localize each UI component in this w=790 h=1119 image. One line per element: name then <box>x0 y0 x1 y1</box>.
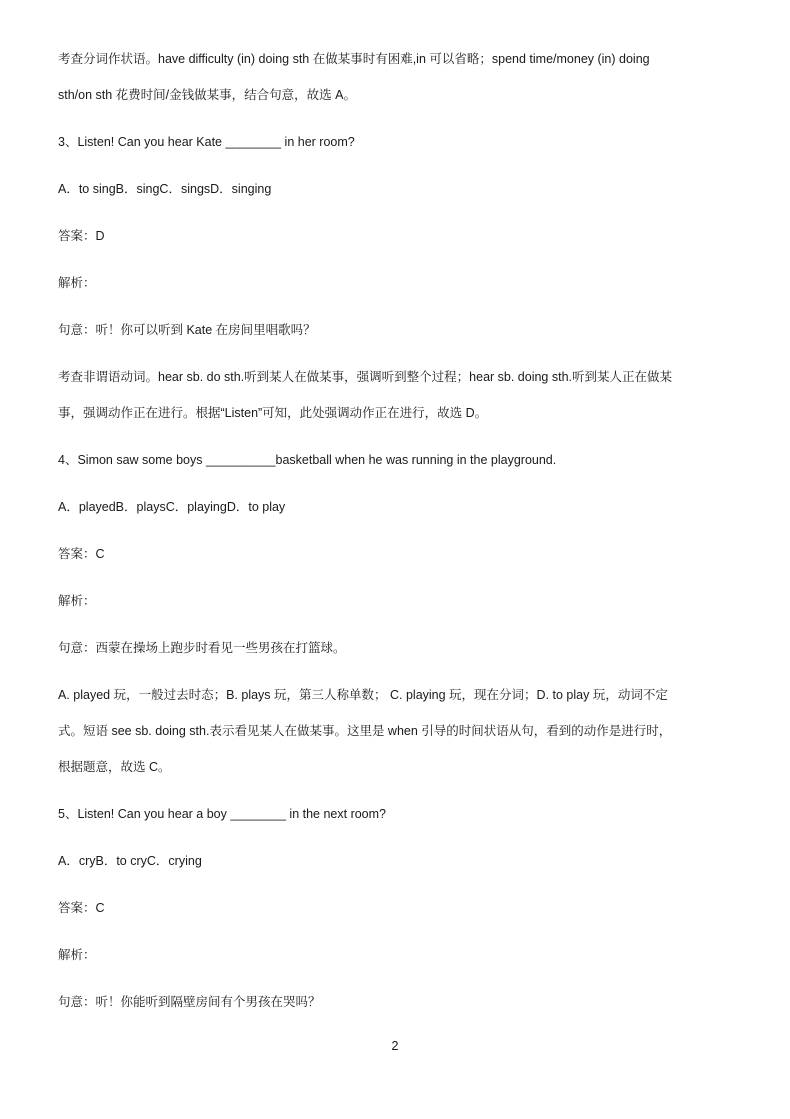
question-4-meaning: 句意：西蒙在操场上跑步时看见一些男孩在打篮球。 <box>58 641 346 655</box>
question-5-answer: 答案：C <box>58 901 105 915</box>
explanation-line: sth/on sth 花费时间/金钱做某事，结合句意，故选 A。 <box>58 88 356 102</box>
question-5-options: A．cryB．to cryC．crying <box>58 854 202 868</box>
question-3-explanation: 考查非谓语动词。hear sb. do sth.听到某人在做某事，强调听到整个过程；hear sb. doing sth.听到某人正在做某 <box>58 370 673 384</box>
question-5-analysis-label: 解析： <box>58 948 96 962</box>
question-4-explanation: 根据题意，故选 C。 <box>58 760 171 774</box>
question-4: 4、Simon saw some boys __________basketball when he was running in the playground. <box>58 453 557 467</box>
question-3: 3、Listen! Can you hear Kate ________ in her room? <box>58 135 355 149</box>
question-3-options: A．to singB．singC．singsD．singing <box>58 182 272 196</box>
question-5: 5、Listen! Can you hear a boy ________ in the next room? <box>58 807 386 821</box>
explanation-line: 考查分词作状语。have difficulty (in) doing sth 在做某事时有困难,in 可以省略；spend time/money (in) doing <box>58 52 650 66</box>
question-4-options: A．playedB．playsC．playingD．to play <box>58 500 286 514</box>
page-number: 2 <box>391 1039 399 1053</box>
question-3-answer: 答案：D <box>58 229 105 243</box>
question-3-meaning: 句意：听！你可以听到 Kate 在房间里唱歌吗？ <box>58 323 316 337</box>
question-3-explanation: 事，强调动作正在进行。根据“Listen”可知，此处强调动作正在进行，故选 D。 <box>58 406 488 420</box>
question-5-meaning: 句意：听！你能听到隔壁房间有个男孩在哭吗？ <box>58 995 321 1009</box>
question-4-explanation: 式。短语 see sb. doing sth.表示看见某人在做某事。这里是 when 引导的时间状语从句，看到的动作是进行时， <box>58 724 672 738</box>
question-4-explanation: A. played 玩，一般过去时态；B. plays 玩，第三人称单数； C. playing 玩，现在分词；D. to play 玩，动词不定 <box>58 688 668 702</box>
question-4-answer: 答案：C <box>58 547 105 561</box>
question-4-analysis-label: 解析： <box>58 594 96 608</box>
question-3-analysis-label: 解析： <box>58 276 96 290</box>
